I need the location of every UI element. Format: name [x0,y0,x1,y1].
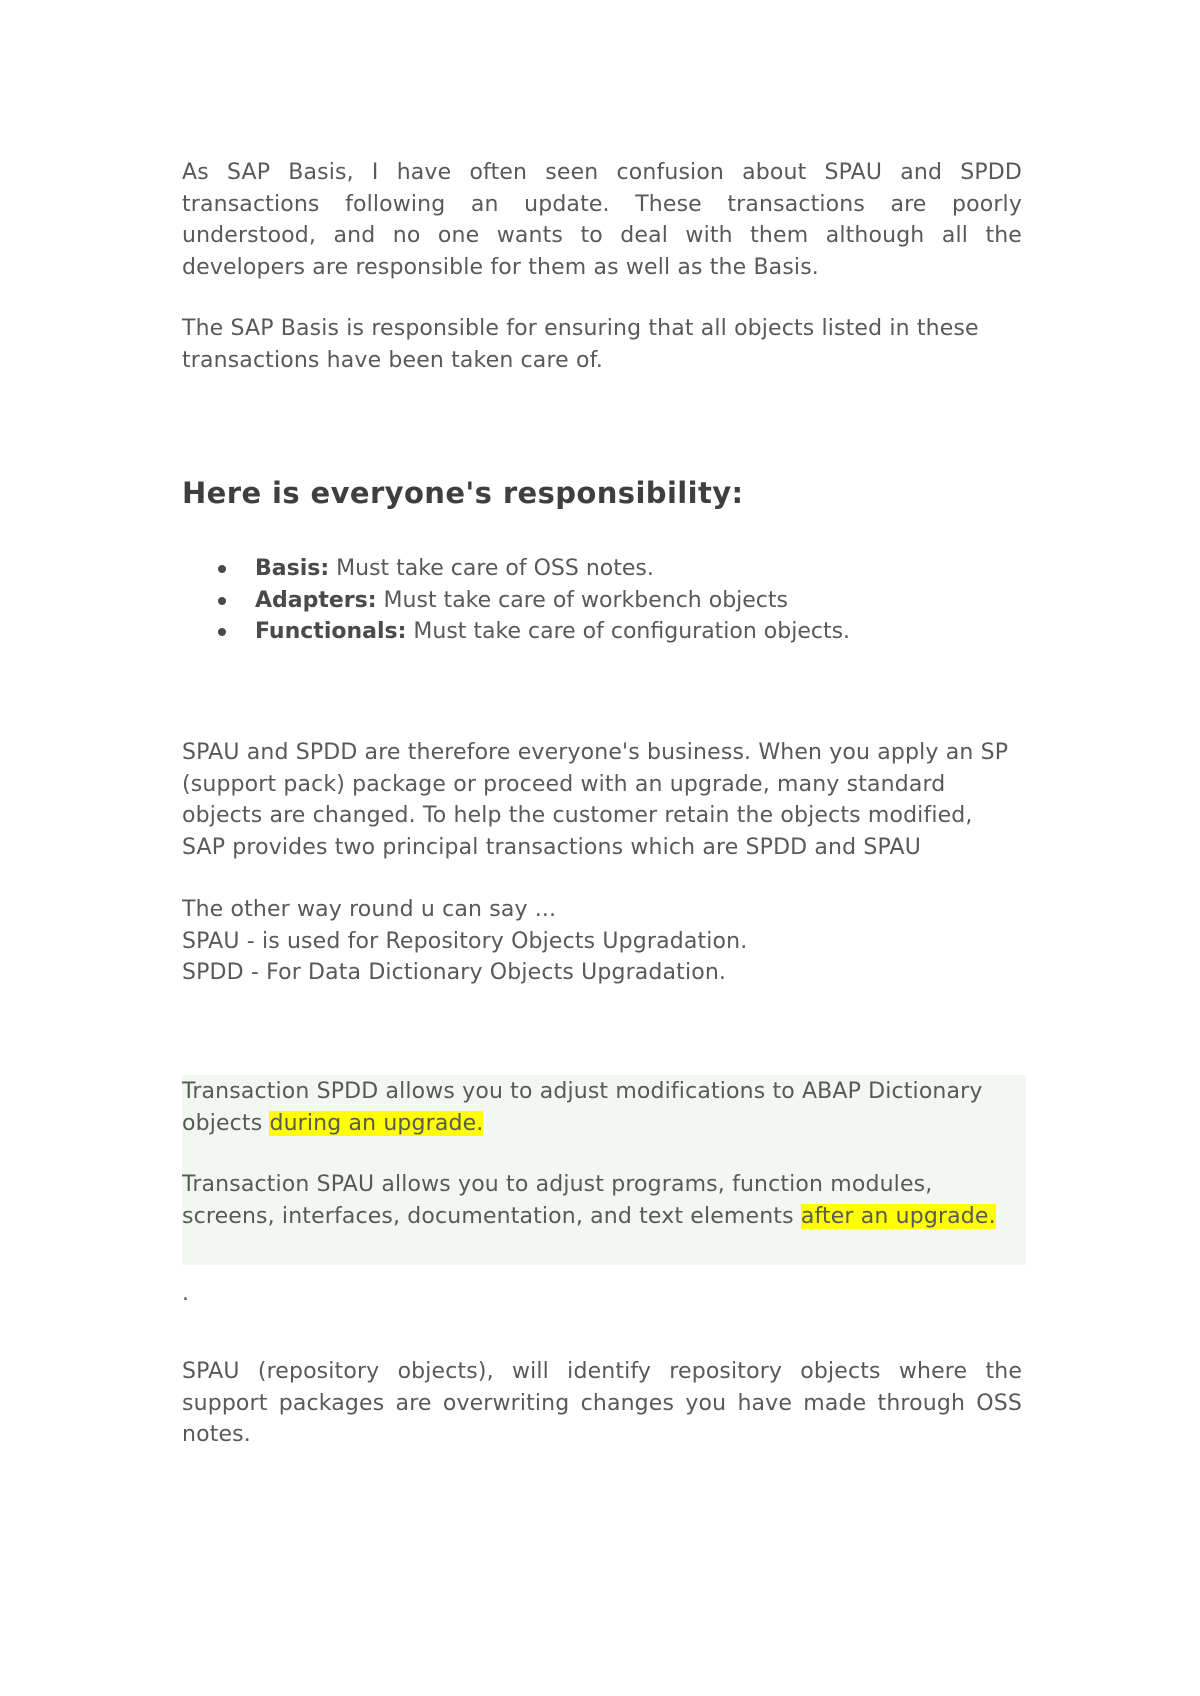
spdd-paragraph [182,1076,1022,1139]
responsibility-heading: Here is everyone's responsibility: [182,476,744,510]
spdd-highlight: during an upgrade. [269,1110,484,1136]
list-item [182,585,1022,617]
separator-dot: . [182,1281,190,1306]
list-item [182,616,1022,648]
responsibility-list [182,553,1022,648]
spau-highlight: after an upgrade. [800,1203,996,1229]
intro-paragraph-2: The SAP Basis is responsible for ensuring that all objects listed in these transactions have been taken care of. [182,316,979,373]
role-text: Must take care of workbench objects [376,587,788,613]
spau-text: Transaction SPAU allows you to adjust programs, function modules, screens, interfaces, documentation, and text elements [182,1172,933,1229]
other-way-line: The other way round u can say ... [182,897,557,922]
role-text: Must take care of configuration objects. [406,619,851,644]
business-paragraph: SPAU and SPDD are therefore everyone's business. When you apply an SP (support pack) package or proceed with an upgrade, many standard objects are changed. To help the customer retain the objects modified, SAP provides two principal transactions which are SPDD and SPAU [182,740,1009,860]
spdd-definition: SPDD - For Data Dictionary Objects Upgradation. [182,960,727,985]
bullet-icon [218,628,226,636]
other-way-section [182,894,1022,989]
bullet-icon [218,565,226,573]
role-label: Adapters: [255,587,377,613]
document-page [182,0,1022,1696]
spdd-text: Transaction SPDD allows you to adjust modifications to ABAP Dictionary objects [182,1079,983,1136]
bullet-icon [218,597,226,605]
intro-paragraph-1: As SAP Basis, I have often seen confusion about SPAU and SPDD transactions following an update. These transactions are poorly understood, and no one wants to deal with them although all the developers are responsible for them as well as the Basis. [182,160,1022,280]
list-item [182,553,1022,585]
role-label: Basis: [255,556,330,581]
spau-paragraph [182,1169,1022,1232]
role-label: Functionals: [255,619,407,644]
repository-paragraph: SPAU (repository objects), will identify repository objects where the support packages are overwriting changes you have made through OSS notes. [182,1359,1022,1447]
spau-definition: SPAU - is used for Repository Objects Upgradation. [182,928,748,954]
role-text: Must take care of OSS notes. [329,556,654,581]
